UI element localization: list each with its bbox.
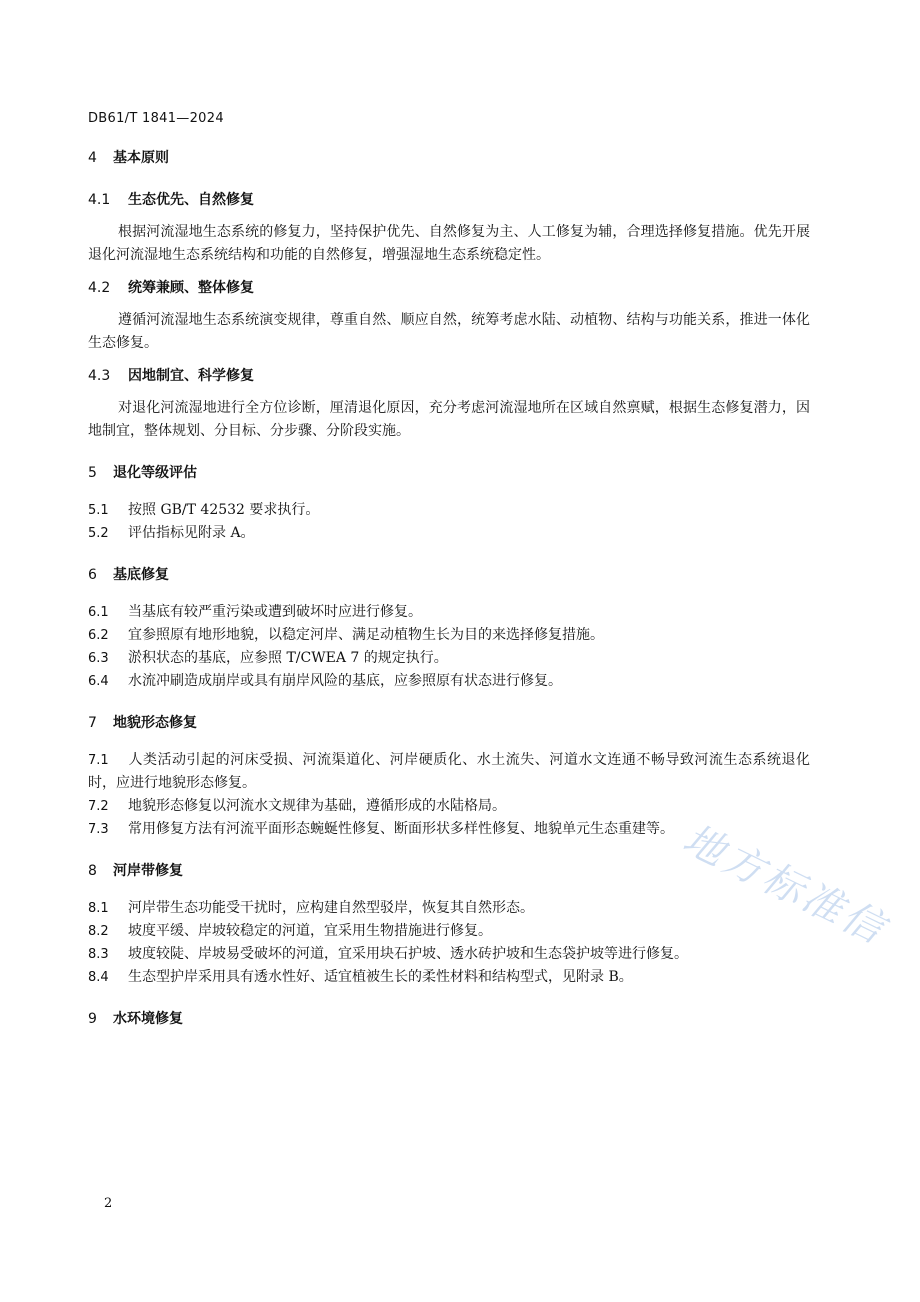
- item-text: 宜参照原有地形地貌，以稳定河岸、满足动植物生长为目的来选择修复措施。: [128, 627, 604, 643]
- list-item: [88, 624, 810, 647]
- list-item: [88, 966, 810, 989]
- section-heading: [88, 711, 810, 735]
- item-number: 7.3: [88, 822, 109, 837]
- standard-code: DB61/T 1841—2024: [88, 111, 224, 126]
- subsection-title: 统筹兼顾、整体修复: [128, 280, 254, 296]
- list-item: [88, 749, 810, 795]
- item-number: 6.1: [88, 605, 109, 620]
- section-heading: [88, 563, 810, 587]
- item-text: 人类活动引起的河床受损、河流渠道化、河岸硬质化、水土流失、河道水文连通不畅导致河流生态系统退化时，应进行地貌形态修复。: [88, 752, 810, 791]
- item-text: 坡度较陡、岸坡易受破坏的河道，宜采用块石护坡、透水砖护坡和生态袋护坡等进行修复。: [128, 946, 688, 962]
- subsection-heading: [88, 364, 810, 388]
- subsection-number: 4.1: [88, 192, 111, 208]
- section-number: 5: [88, 465, 97, 481]
- section-number: 8: [88, 863, 97, 879]
- list-item: [88, 943, 810, 966]
- item-number: 5.2: [88, 526, 109, 541]
- item-text: 当基底有较严重污染或遭到破坏时应进行修复。: [128, 604, 422, 620]
- item-number: 6.2: [88, 628, 109, 643]
- item-number: 8.1: [88, 901, 109, 916]
- item-number: 7.1: [88, 753, 109, 768]
- document-content: [88, 146, 810, 1031]
- list-item: [88, 670, 810, 693]
- section-heading: [88, 146, 810, 170]
- section-title: 基本原则: [113, 150, 169, 166]
- item-number: 7.2: [88, 799, 109, 814]
- section-title: 水环境修复: [113, 1011, 183, 1027]
- subsection-heading: [88, 188, 810, 212]
- watermark-text: 地方标准信: [675, 816, 894, 954]
- item-number: 5.1: [88, 503, 109, 518]
- section-title: 地貌形态修复: [113, 715, 197, 731]
- list-item: [88, 647, 810, 670]
- section-number: 4: [88, 150, 97, 166]
- item-number: 6.4: [88, 674, 109, 689]
- item-text: 坡度平缓、岸坡较稳定的河道，宜采用生物措施进行修复。: [128, 923, 492, 939]
- item-number: 8.2: [88, 924, 109, 939]
- item-number: 8.3: [88, 947, 109, 962]
- paragraph: 根据河流湿地生态系统的修复力，坚持保护优先、自然修复为主、人工修复为辅，合理选择修复措施。优先开展退化河流湿地生态系统结构和功能的自然修复，增强湿地生态系统稳定性。: [88, 224, 810, 263]
- section-heading: [88, 1007, 810, 1031]
- section-heading: [88, 461, 810, 485]
- section-number: 9: [88, 1011, 97, 1027]
- item-text: 淤积状态的基底，应参照 T/CWEA 7 的规定执行。: [128, 650, 448, 666]
- item-number: 8.4: [88, 970, 109, 985]
- subsection-number: 4.2: [88, 280, 111, 296]
- item-number: 6.3: [88, 651, 109, 666]
- item-text: 河岸带生态功能受干扰时，应构建自然型驳岸，恢复其自然形态。: [128, 900, 534, 916]
- section-title: 河岸带修复: [113, 863, 183, 879]
- item-text: 生态型护岸采用具有透水性好、适宜植被生长的柔性材料和结构型式，见附录 B。: [128, 969, 633, 985]
- item-text: 按照 GB/T 42532 要求执行。: [128, 502, 320, 518]
- section-title: 退化等级评估: [113, 465, 197, 481]
- section-number: 7: [88, 715, 97, 731]
- paragraph: 对退化河流湿地进行全方位诊断，厘清退化原因，充分考虑河流湿地所在区域自然禀赋，根据生态修复潜力，因地制宜，整体规划、分目标、分步骤、分阶段实施。: [88, 400, 810, 439]
- subsection-heading: [88, 276, 810, 300]
- section-title: 基底修复: [113, 567, 169, 583]
- item-text: 水流冲刷造成崩岸或具有崩岸风险的基底，应参照原有状态进行修复。: [128, 673, 562, 689]
- list-item: [88, 897, 810, 920]
- subsection-title: 生态优先、自然修复: [128, 192, 254, 208]
- item-text: 地貌形态修复以河流水文规律为基础，遵循形成的水陆格局。: [128, 798, 506, 814]
- item-text: 评估指标见附录 A。: [128, 525, 255, 541]
- page-number: 2: [104, 1196, 113, 1211]
- item-text: 常用修复方法有河流平面形态蜿蜒性修复、断面形状多样性修复、地貌单元生态重建等。: [128, 821, 674, 837]
- section-number: 6: [88, 567, 97, 583]
- subsection-number: 4.3: [88, 368, 111, 384]
- list-item: [88, 920, 810, 943]
- list-item: [88, 499, 810, 522]
- list-item: [88, 522, 810, 545]
- subsection-title: 因地制宜、科学修复: [128, 368, 254, 384]
- paragraph: 遵循河流湿地生态系统演变规律，尊重自然、顺应自然，统筹考虑水陆、动植物、结构与功能关系，推进一体化生态修复。: [88, 312, 810, 351]
- list-item: [88, 601, 810, 624]
